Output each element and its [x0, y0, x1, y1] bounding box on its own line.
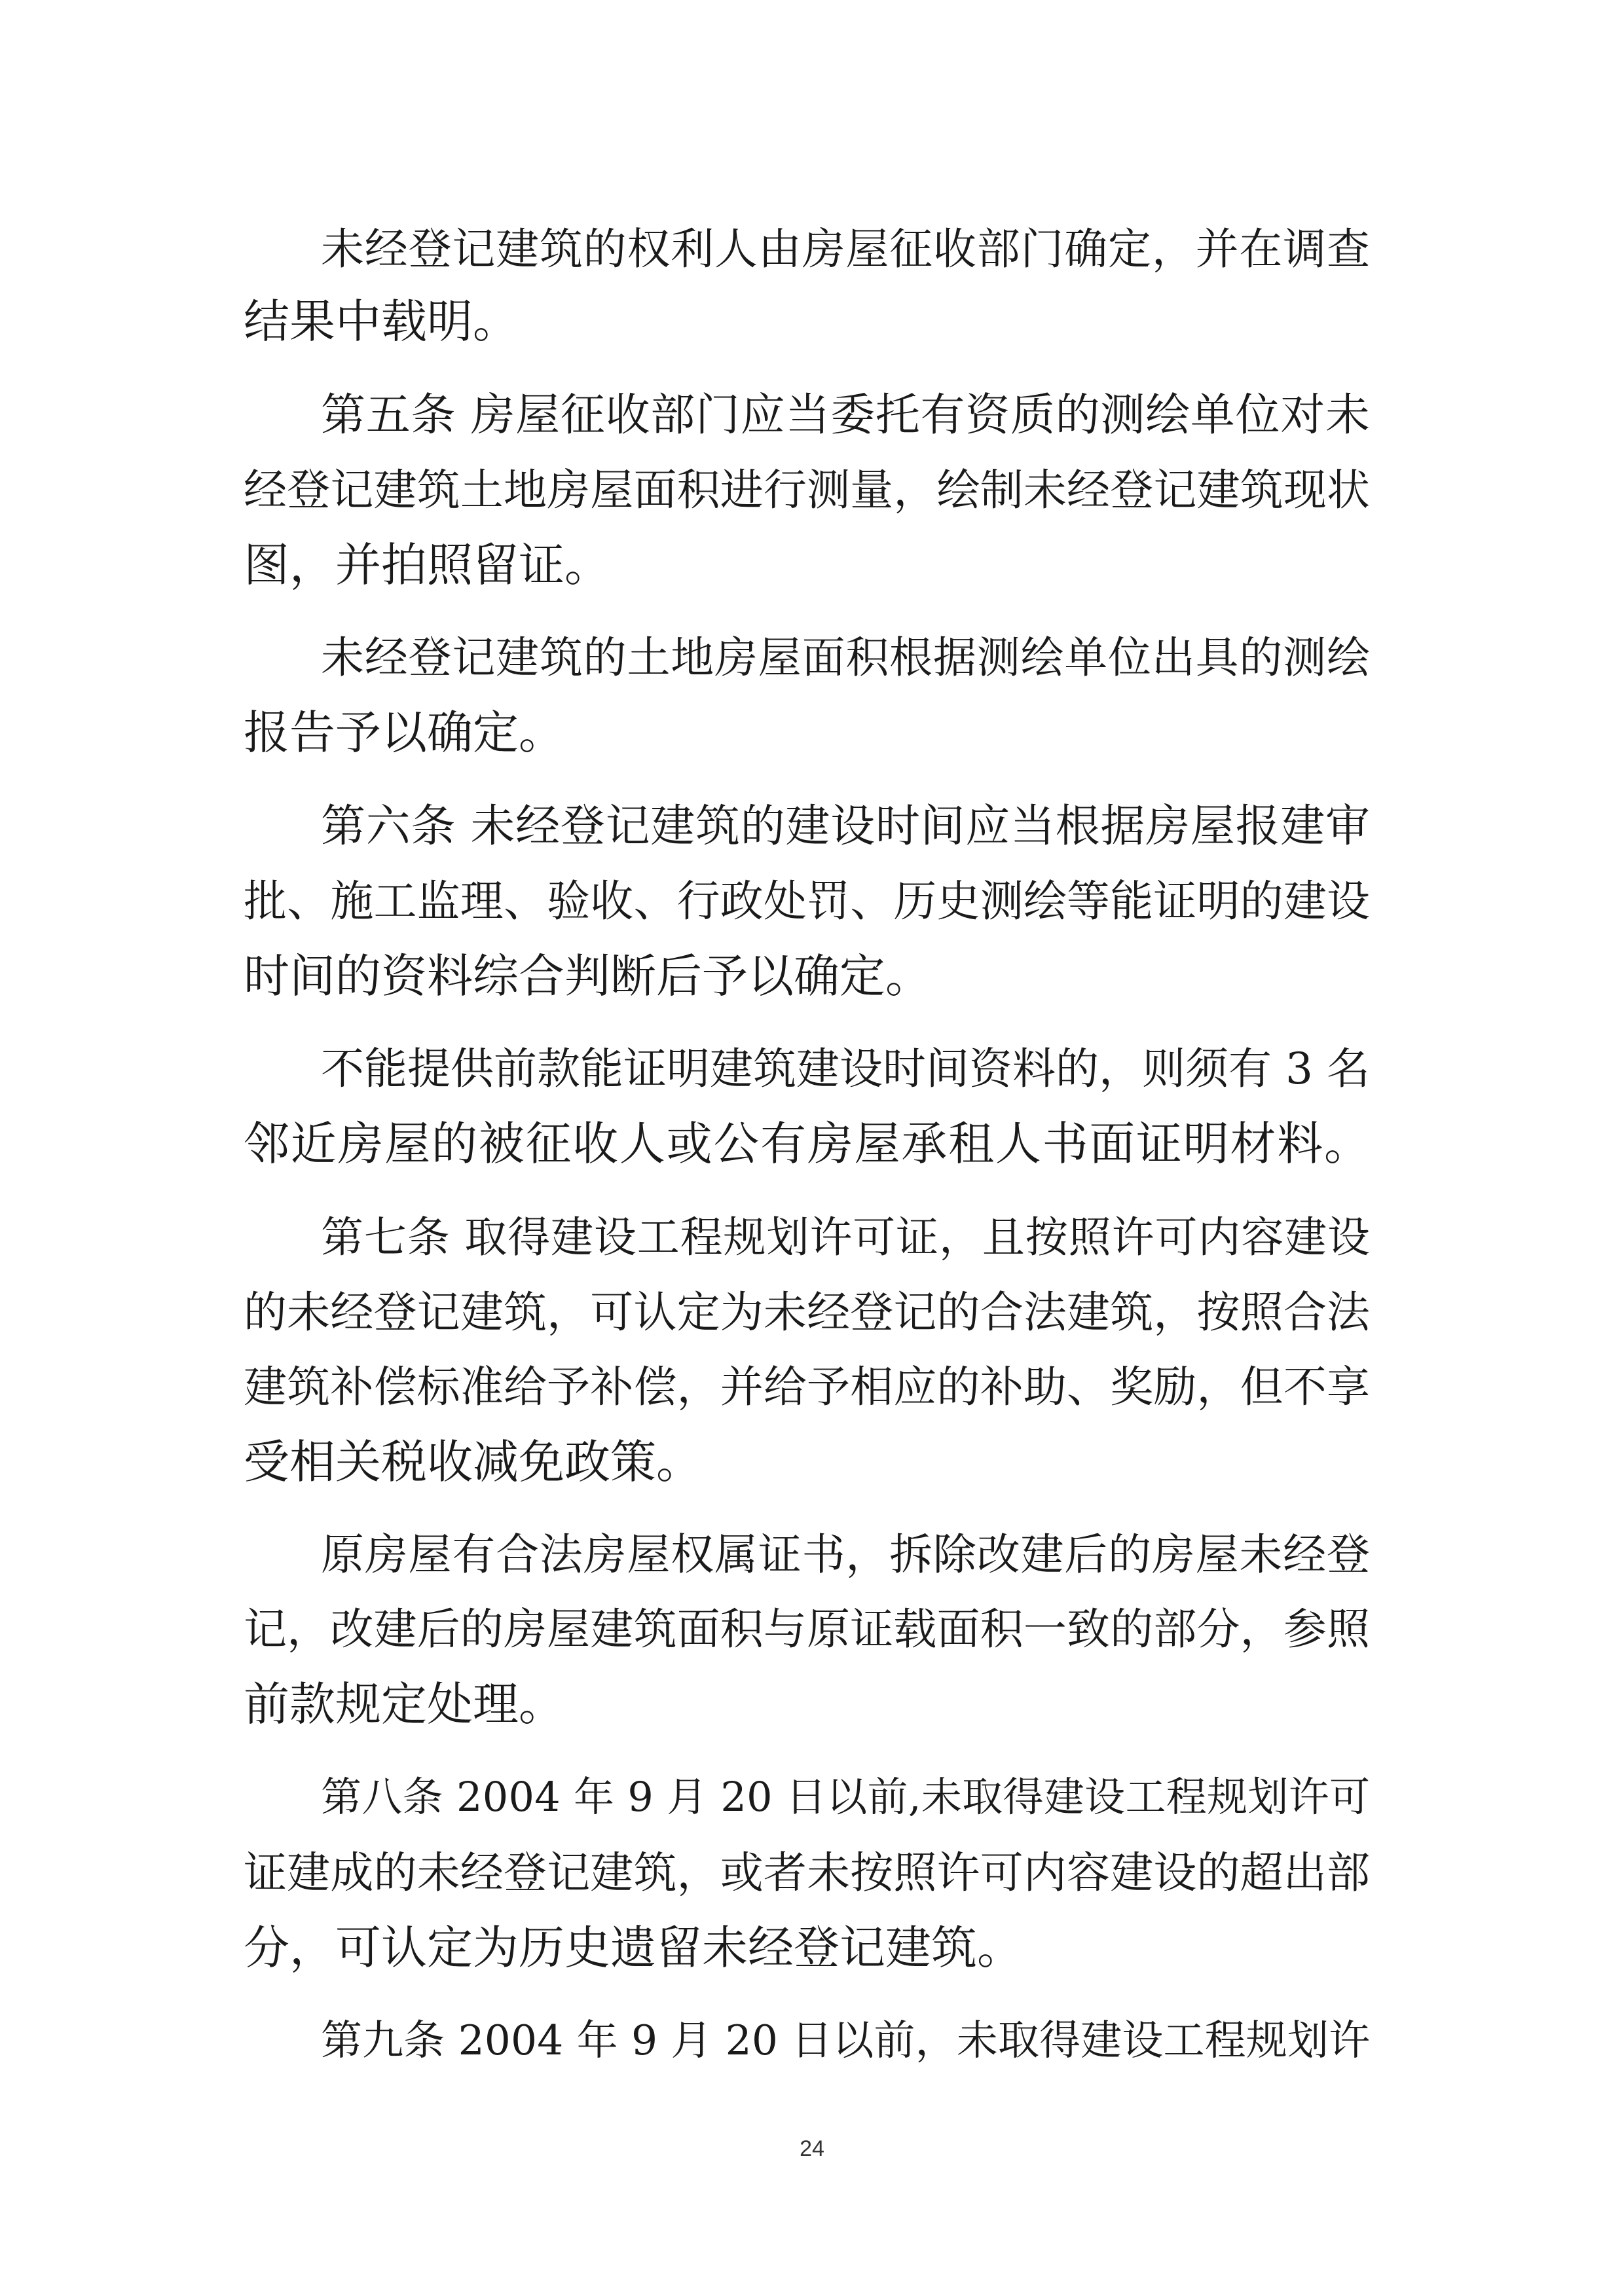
line-text: 受相关税收减免政策。: [244, 1435, 702, 1489]
text-line: [0, 1277, 1624, 1349]
text-line: [0, 697, 1624, 769]
text-line: [0, 791, 1624, 863]
line-text: 分，可认定为历史遗留未经登记建筑。: [244, 1921, 1023, 1975]
line-text: 第七条 取得建设工程规划许可证，且按照许可内容建设: [321, 1213, 1371, 1262]
line-text: 第九条 2004 年 9 月 20 日以前，未取得建设工程规划许: [321, 2016, 1371, 2064]
text-line: [0, 213, 1624, 285]
line-text: 第六条 未经登记建筑的建设时间应当根据房屋报建审: [321, 801, 1371, 852]
text-line: [0, 529, 1624, 601]
line-text: 第五条 房屋征收部门应当委托有资质的测绘单位对未: [321, 390, 1371, 441]
line-text: 邻近房屋的被征收人或公有房屋承租人书面证明材料。: [244, 1117, 1371, 1171]
line-text: 批、施工监理、验收、行政处罚、历史测绘等能证明的建设: [244, 876, 1371, 926]
page-number: 24: [800, 2136, 824, 2161]
text-line: [0, 1426, 1624, 1498]
line-text: 的未经登记建筑，可认定为未经登记的合法建筑，按照合法: [244, 1287, 1371, 1338]
text-line: [0, 940, 1624, 1012]
text-line: [0, 454, 1624, 526]
line-text: 建筑补偿标准给予补偿，并给予相应的补助、奖励，但不享: [244, 1362, 1371, 1412]
line-text: 图，并拍照留证。: [244, 538, 610, 592]
text-line: [0, 866, 1624, 938]
line-text: 前款规定处理。: [244, 1677, 564, 1731]
line-text: 报告予以确定。: [244, 706, 564, 759]
text-line: [0, 1202, 1624, 1274]
line-text: 证建成的未经登记建筑，或者未按照许可内容建设的超出部: [244, 1848, 1371, 1898]
text-line: [0, 285, 1624, 357]
text-line: [0, 1594, 1624, 1666]
line-text: 时间的资料综合判断后予以确定。: [244, 949, 931, 1003]
text-line: [0, 2005, 1624, 2077]
text-line: [0, 1108, 1624, 1180]
text-line: [0, 1351, 1624, 1423]
text-line: [0, 1033, 1624, 1105]
line-text: 经登记建筑土地房屋面积进行测量，绘制未经登记建筑现状: [244, 465, 1371, 515]
text-line: [0, 1837, 1624, 1909]
line-text: 第八条 2004 年 9 月 20 日以前,未取得建设工程规划许可: [321, 1773, 1371, 1821]
text-line: [0, 622, 1624, 694]
text-line: [0, 1761, 1624, 1833]
text-line: [0, 1519, 1624, 1591]
line-text: 原房屋有合法房屋权属证书，拆除改建后的房屋未经登: [321, 1529, 1371, 1580]
text-line: [0, 1668, 1624, 1740]
text-line: [0, 1912, 1624, 1984]
text-line: [0, 380, 1624, 452]
line-text: 不能提供前款能证明建筑建设时间资料的，则须有 3 名: [321, 1044, 1370, 1094]
line-text: 记，改建后的房屋建筑面积与原证载面积一致的部分，参照: [244, 1604, 1371, 1654]
line-text: 未经登记建筑的土地房屋面积根据测绘单位出具的测绘: [321, 632, 1371, 683]
line-text: 结果中载明。: [244, 295, 519, 348]
line-text: 未经登记建筑的权利人由房屋征收部门确定，并在调查: [321, 224, 1371, 274]
